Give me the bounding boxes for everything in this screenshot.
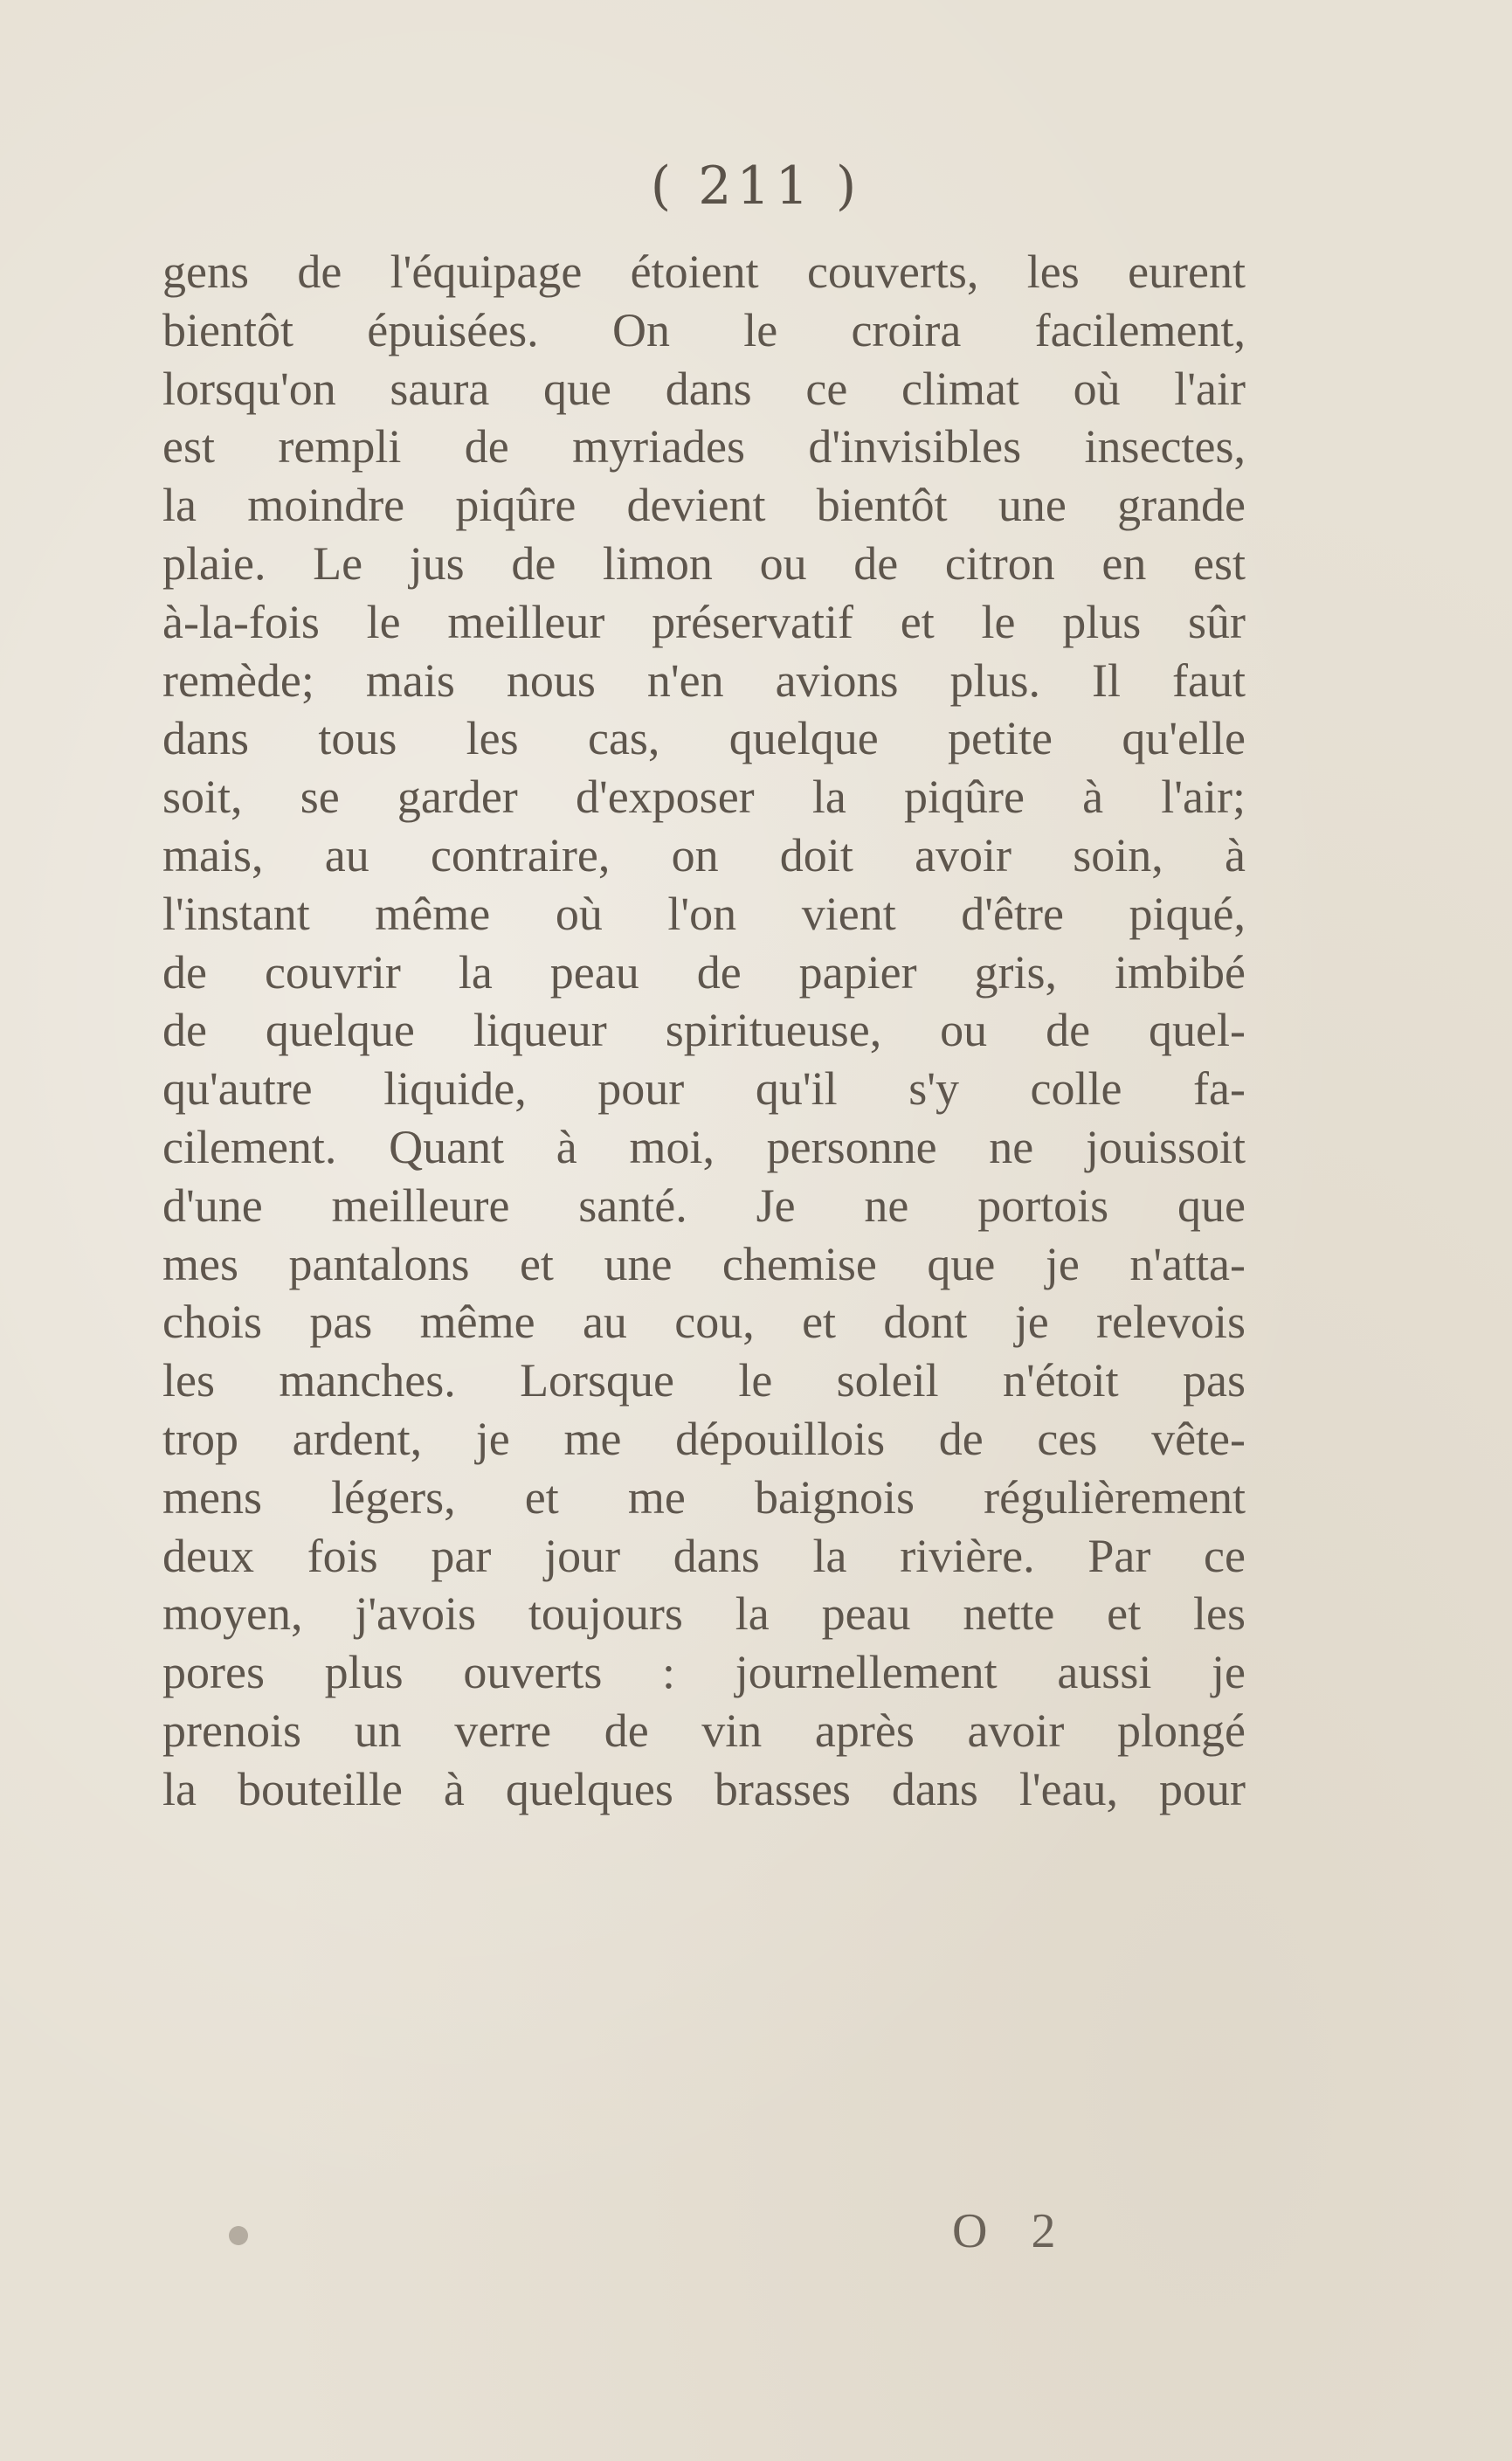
- page-body: [162, 243, 1246, 1819]
- text-line: lorsqu'on saura que dans ce climat où l'air: [162, 362, 1246, 415]
- text-line: trop ardent, je me dépouillois de ces vête-: [162, 1412, 1246, 1465]
- signature-mark: O 2: [952, 2204, 1072, 2258]
- text-line: à-la-fois le meilleur préservatif et le plus sûr: [162, 595, 1246, 648]
- page-number-header: ( 211 ): [650, 156, 862, 217]
- ink-blot: [229, 2226, 248, 2245]
- text-line: pores plus ouverts : journellement aussi je: [162, 1646, 1246, 1699]
- text-line: soit, se garder d'exposer la piqûre à l'air;: [162, 771, 1246, 824]
- text-line: qu'autre liquide, pour qu'il s'y colle fa-: [162, 1062, 1246, 1116]
- text-line: est rempli de myriades d'invisibles insectes,: [162, 420, 1246, 474]
- text-line: d'une meilleure santé. Je ne portois que: [162, 1179, 1246, 1232]
- text-line: mes pantalons et une chemise que je n'atta-: [162, 1237, 1246, 1290]
- text-line: la bouteille à quelques brasses dans l'eau, pour: [162, 1762, 1246, 1815]
- text-line: la moindre piqûre devient bientôt une grande: [162, 479, 1246, 532]
- text-line: chois pas même au cou, et dont je relevois: [162, 1296, 1246, 1349]
- text-line: l'instant même où l'on vient d'être piqué,: [162, 887, 1246, 940]
- text-line: prenois un verre de vin après avoir plongé: [162, 1704, 1246, 1757]
- text-line: deux fois par jour dans la rivière. Par ce: [162, 1529, 1246, 1582]
- text-line: les manches. Lorsque le soleil n'étoit pas: [162, 1354, 1246, 1407]
- text-line: cilement. Quant à moi, personne ne jouissoit: [162, 1120, 1246, 1173]
- text-line: mens légers, et me baignois régulièrement: [162, 1470, 1246, 1524]
- text-line: gens de l'équipage étoient couverts, les eurent: [162, 245, 1246, 298]
- text-line: mais, au contraire, on doit avoir soin, à: [162, 828, 1246, 881]
- text-line: de quelque liqueur spiritueuse, ou de quel-: [162, 1004, 1246, 1057]
- text-line: bientôt épuisées. On le croira facilement,: [162, 303, 1246, 356]
- text-line: moyen, j'avois toujours la peau nette et les: [162, 1587, 1246, 1641]
- text-line: dans tous les cas, quelque petite qu'elle: [162, 712, 1246, 765]
- text-line: remède; mais nous n'en avions plus. Il faut: [162, 653, 1246, 707]
- text-line: de couvrir la peau de papier gris, imbibé: [162, 945, 1246, 999]
- text-line: plaie. Le jus de limon ou de citron en est: [162, 536, 1246, 590]
